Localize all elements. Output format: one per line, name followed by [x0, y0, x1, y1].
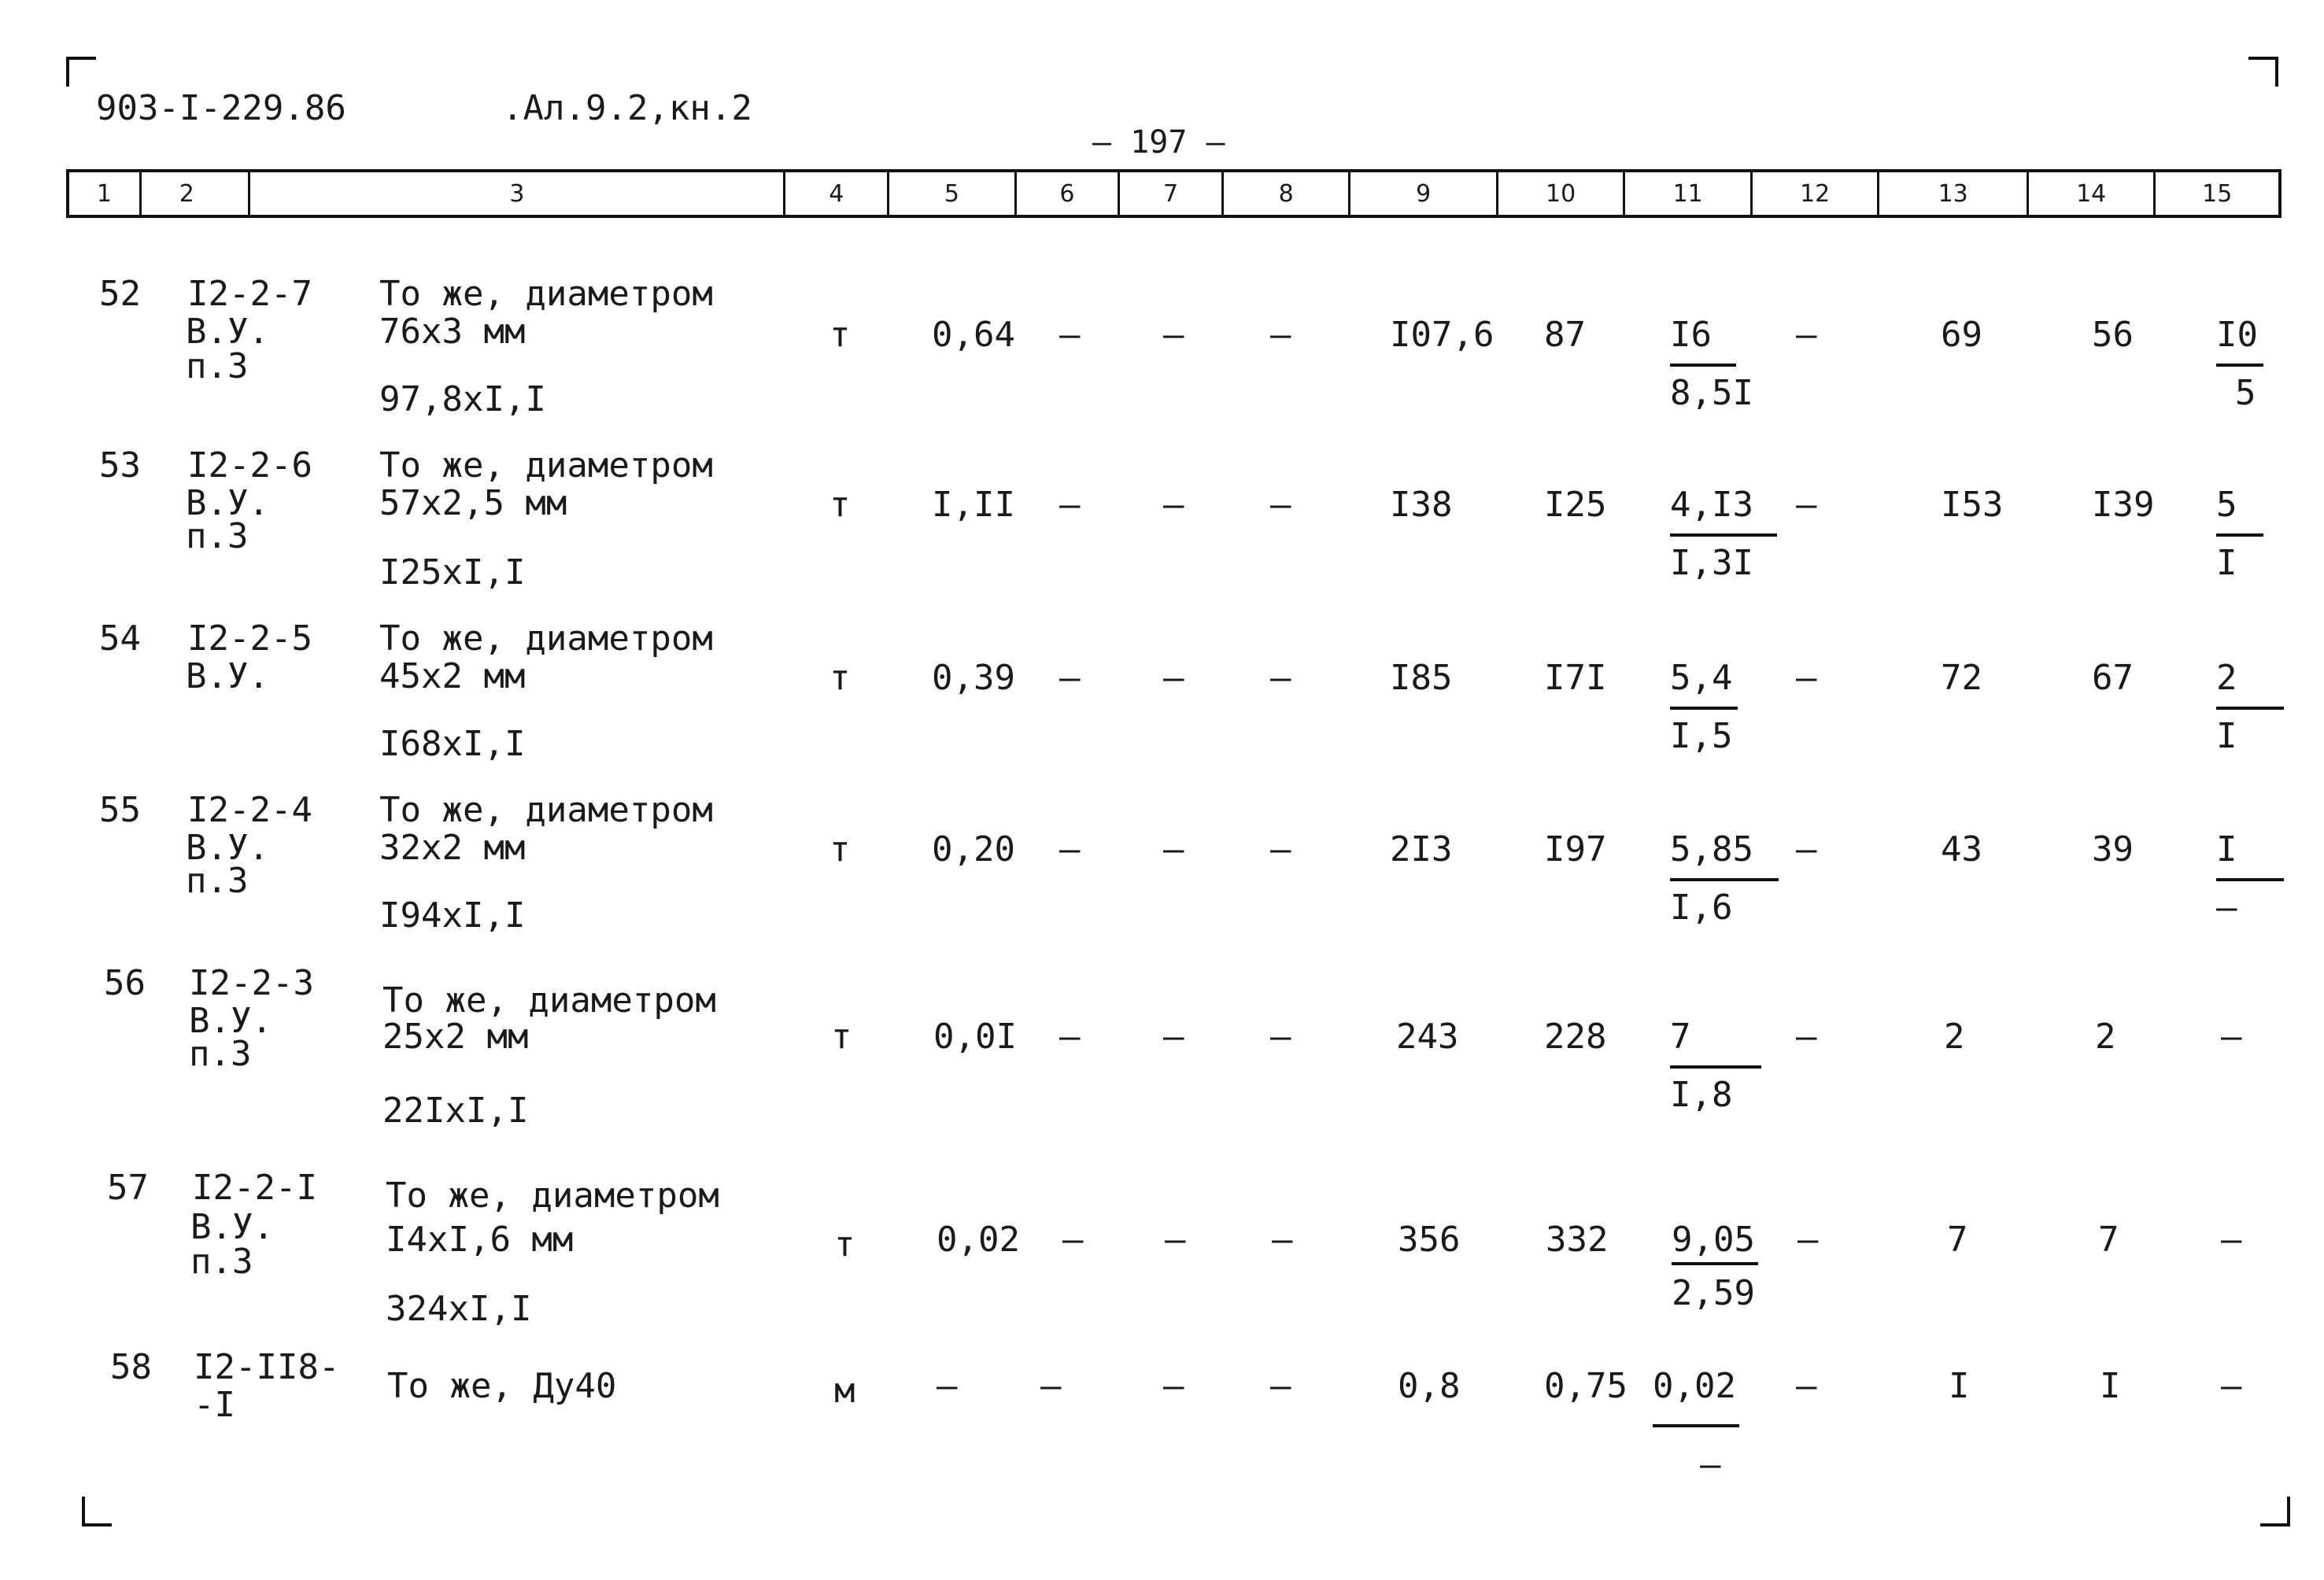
item-calculation: 22IхI,I [382, 1091, 529, 1131]
col9-value: 356 [1398, 1220, 1461, 1260]
col8-value: – [1272, 1220, 1293, 1260]
fraction-bar [1653, 1424, 1739, 1427]
item-code: I2-2-6 [187, 445, 312, 485]
item-code: I2-2-3 [189, 963, 314, 1003]
col10-value: 332 [1546, 1220, 1609, 1260]
col10-value: I7I [1544, 658, 1607, 698]
item-code: I2-II8- [194, 1347, 340, 1387]
col7-value: – [1163, 485, 1184, 525]
item-calculation: I68хI,I [379, 724, 526, 764]
col8-value: – [1270, 1017, 1291, 1057]
col12-value: – [1796, 485, 1817, 525]
fraction-bar [2216, 533, 2263, 537]
col5-value: 0,0I [933, 1017, 1017, 1057]
document-section: .Ал.9.2,кн.2 [502, 88, 752, 128]
col6-value: – [1059, 829, 1081, 869]
fraction-bar [2216, 364, 2263, 367]
col15-denominator: – [2216, 888, 2237, 928]
row-number: 57 [107, 1168, 149, 1208]
column-number: 5 [889, 172, 1017, 215]
item-code-line: п.3 [186, 516, 249, 556]
col11-denominator: 2,59 [1672, 1273, 1755, 1313]
col7-value: – [1163, 658, 1184, 698]
unit: т [831, 1017, 852, 1057]
col11-numerator: 5,85 [1670, 829, 1753, 869]
col6-value: – [1062, 1220, 1084, 1260]
col11-denominator: 8,5I [1670, 373, 1753, 413]
col13-value: 7 [1947, 1220, 1968, 1260]
col10-value: 228 [1544, 1017, 1607, 1057]
fraction-bar [1670, 707, 1738, 710]
col12-value: – [1797, 1220, 1819, 1260]
col11-numerator: I6 [1670, 315, 1712, 355]
col5-value: 0,64 [932, 315, 1015, 355]
item-description-line: 45х2 мм [379, 656, 526, 696]
item-calculation: I94хI,I [379, 895, 526, 936]
col15-fraction [2216, 829, 2284, 928]
fraction-bar [1670, 533, 1777, 537]
col11-denominator: I,6 [1670, 888, 1733, 928]
col9-value: I07,6 [1390, 315, 1495, 355]
col8-value: – [1270, 485, 1291, 525]
row-number: 55 [99, 790, 141, 830]
col6-value: – [1059, 485, 1081, 525]
item-description: То же, диаметром [379, 445, 713, 485]
column-number: 9 [1350, 172, 1498, 215]
item-description-line: 25х2 мм [382, 1017, 529, 1057]
row-number: 58 [110, 1347, 152, 1387]
item-description: То же, диаметром [379, 790, 713, 830]
col12-value: – [1796, 1017, 1817, 1057]
row-number: 53 [99, 445, 141, 485]
col13-value: I [1949, 1366, 1970, 1406]
col11-fraction [1670, 829, 1779, 928]
item-description: То же, диаметром [382, 980, 716, 1021]
item-description: То же, диаметром [379, 274, 713, 314]
col14-value: 67 [2092, 658, 2134, 698]
item-code-line: -I [194, 1385, 235, 1425]
corner-mark-bottom-left [82, 1495, 113, 1526]
corner-mark-top-right [2247, 57, 2278, 88]
corner-mark-top-left [66, 57, 98, 88]
col6-value: – [1040, 1366, 1062, 1406]
column-number: 7 [1120, 172, 1224, 215]
fraction-bar [1670, 878, 1779, 881]
item-calculation: I25хI,I [379, 552, 526, 592]
col15-numerator: I [2216, 829, 2237, 869]
col7-value: – [1163, 829, 1184, 869]
col11-fraction [1670, 658, 1738, 756]
fraction-bar [2216, 707, 2284, 710]
column-number: 12 [1753, 172, 1880, 215]
column-number: 1 [69, 172, 142, 215]
item-code: I2-2-7 [187, 274, 312, 314]
col11-denominator: I,3I [1670, 543, 1753, 583]
col11-denominator: I,5 [1670, 716, 1733, 756]
col15-denominator: 5 [2235, 373, 2256, 413]
col8-value: – [1270, 315, 1291, 355]
item-code-line: В.У. [189, 1001, 272, 1041]
col14-value: 39 [2092, 829, 2134, 869]
row-number: 52 [99, 274, 141, 314]
col11-numerator: 9,05 [1672, 1220, 1755, 1260]
fraction-bar [1672, 1262, 1758, 1265]
col12-value: – [1796, 829, 1817, 869]
item-code-line: п.3 [186, 861, 249, 901]
column-number-header [66, 169, 2282, 218]
col9-value: 243 [1396, 1017, 1459, 1057]
unit: м [834, 1371, 855, 1411]
item-description-line: 32х2 мм [379, 828, 526, 868]
col13-value: 69 [1941, 315, 1982, 355]
col8-value: – [1270, 658, 1291, 698]
col6-value: – [1059, 1017, 1081, 1057]
column-number: 4 [785, 172, 889, 215]
item-code-line: В.У. [190, 1207, 274, 1247]
column-number: 2 [142, 172, 251, 215]
col13-value: 43 [1941, 829, 1982, 869]
item-code-line: п.3 [189, 1034, 252, 1074]
col5-value: 0,20 [932, 829, 1015, 869]
row-number: 54 [99, 618, 141, 659]
col15-value: – [2221, 1220, 2242, 1260]
col11-numerator: 7 [1670, 1017, 1691, 1057]
unit: т [829, 485, 851, 525]
col11-numerator: 4,I3 [1670, 485, 1753, 525]
col12-value: – [1796, 315, 1817, 355]
col15-numerator: 5 [2216, 485, 2237, 525]
fraction-bar [1670, 364, 1736, 367]
col11-fraction [1670, 1017, 1761, 1115]
column-number: 13 [1879, 172, 2028, 215]
row-number: 56 [104, 963, 146, 1003]
col10-value: I97 [1544, 829, 1607, 869]
col5-value: 0,39 [932, 658, 1015, 698]
col9-value: 2I3 [1390, 829, 1453, 869]
col8-value: – [1270, 1366, 1291, 1406]
col15-denominator: I [2216, 716, 2237, 756]
col11-numerator: 5,4 [1670, 658, 1733, 698]
item-code: I2-2-5 [187, 618, 312, 659]
col12-value: – [1796, 658, 1817, 698]
item-code-line: В.У. [186, 656, 269, 696]
col14-value: 2 [2095, 1017, 2116, 1057]
col15-fraction [2216, 658, 2284, 756]
fraction-bar [1670, 1065, 1761, 1069]
col5-value: – [937, 1366, 958, 1406]
item-calculation: 97,8хI,I [379, 379, 546, 419]
item-code: I2-2-4 [187, 790, 312, 830]
corner-mark-bottom-right [2259, 1495, 2290, 1526]
col10-value: 0,75 [1544, 1366, 1628, 1406]
item-description-line: I4хI,6 мм [386, 1220, 574, 1260]
col11-fraction [1672, 1220, 1758, 1313]
col6-value: – [1059, 658, 1081, 698]
item-description: То же, диаметром [379, 618, 713, 659]
col7-value: – [1163, 315, 1184, 355]
col6-value: – [1059, 315, 1081, 355]
col15-fraction [2216, 485, 2263, 583]
column-number: 8 [1224, 172, 1351, 215]
column-number: 10 [1498, 172, 1626, 215]
col7-value: – [1163, 1017, 1184, 1057]
unit: т [834, 1224, 855, 1264]
col15-value: – [2221, 1017, 2242, 1057]
col11-fraction [1670, 315, 1753, 413]
col15-numerator: I0 [2216, 315, 2258, 355]
col5-value: 0,02 [937, 1220, 1020, 1260]
item-code-line: п.3 [190, 1242, 253, 1282]
col9-value: I38 [1390, 485, 1453, 525]
col15-numerator: 2 [2216, 658, 2237, 698]
col15-value: – [2221, 1366, 2242, 1406]
col9-value: I85 [1390, 658, 1453, 698]
column-number: 14 [2029, 172, 2156, 215]
item-description: То же, Ду40 [387, 1366, 617, 1406]
item-description-line: 57х2,5 мм [379, 483, 567, 523]
item-code-line: п.3 [186, 346, 249, 386]
col8-value: – [1270, 829, 1291, 869]
col13-value: I53 [1941, 485, 2004, 525]
col14-value: 7 [2098, 1220, 2119, 1260]
col11-denominator: – [1700, 1445, 1721, 1485]
col12-value: – [1796, 1366, 1817, 1406]
item-description: То же, диаметром [386, 1176, 719, 1216]
document-code: 903-I-229.86 [96, 88, 346, 128]
col14-value: I [2100, 1366, 2121, 1406]
unit: т [829, 658, 851, 698]
col11-fraction [1653, 1366, 1739, 1485]
item-calculation: 324хI,I [386, 1289, 532, 1329]
col13-value: 2 [1944, 1017, 1965, 1057]
col13-value: 72 [1941, 658, 1982, 698]
column-number: 15 [2202, 179, 2233, 208]
item-code-line: В.У. [186, 483, 269, 523]
column-number: 3 [250, 172, 785, 215]
col14-value: I39 [2092, 485, 2155, 525]
col11-fraction [1670, 485, 1777, 583]
item-code-line: В.У. [186, 312, 269, 352]
col14-value: 56 [2092, 315, 2134, 355]
col7-value: – [1165, 1220, 1186, 1260]
item-code: I2-2-I [192, 1168, 317, 1208]
col9-value: 0,8 [1398, 1366, 1461, 1406]
col15-denominator: I [2216, 543, 2237, 583]
col11-denominator: I,8 [1670, 1075, 1733, 1115]
column-number: 6 [1017, 172, 1121, 215]
col7-value: – [1163, 1366, 1184, 1406]
unit: т [829, 829, 851, 869]
fraction-bar [2216, 878, 2284, 881]
page-number: — 197 — [1092, 124, 1225, 161]
col15-fraction [2216, 315, 2263, 413]
col5-value: I,II [932, 485, 1015, 525]
col10-value: I25 [1544, 485, 1607, 525]
column-number: 11 [1625, 172, 1753, 215]
unit: т [829, 315, 851, 355]
item-description-line: 76х3 мм [379, 312, 526, 352]
item-code-line: В.У. [186, 828, 269, 868]
col10-value: 87 [1544, 315, 1586, 355]
col11-numerator: 0,02 [1653, 1366, 1736, 1406]
